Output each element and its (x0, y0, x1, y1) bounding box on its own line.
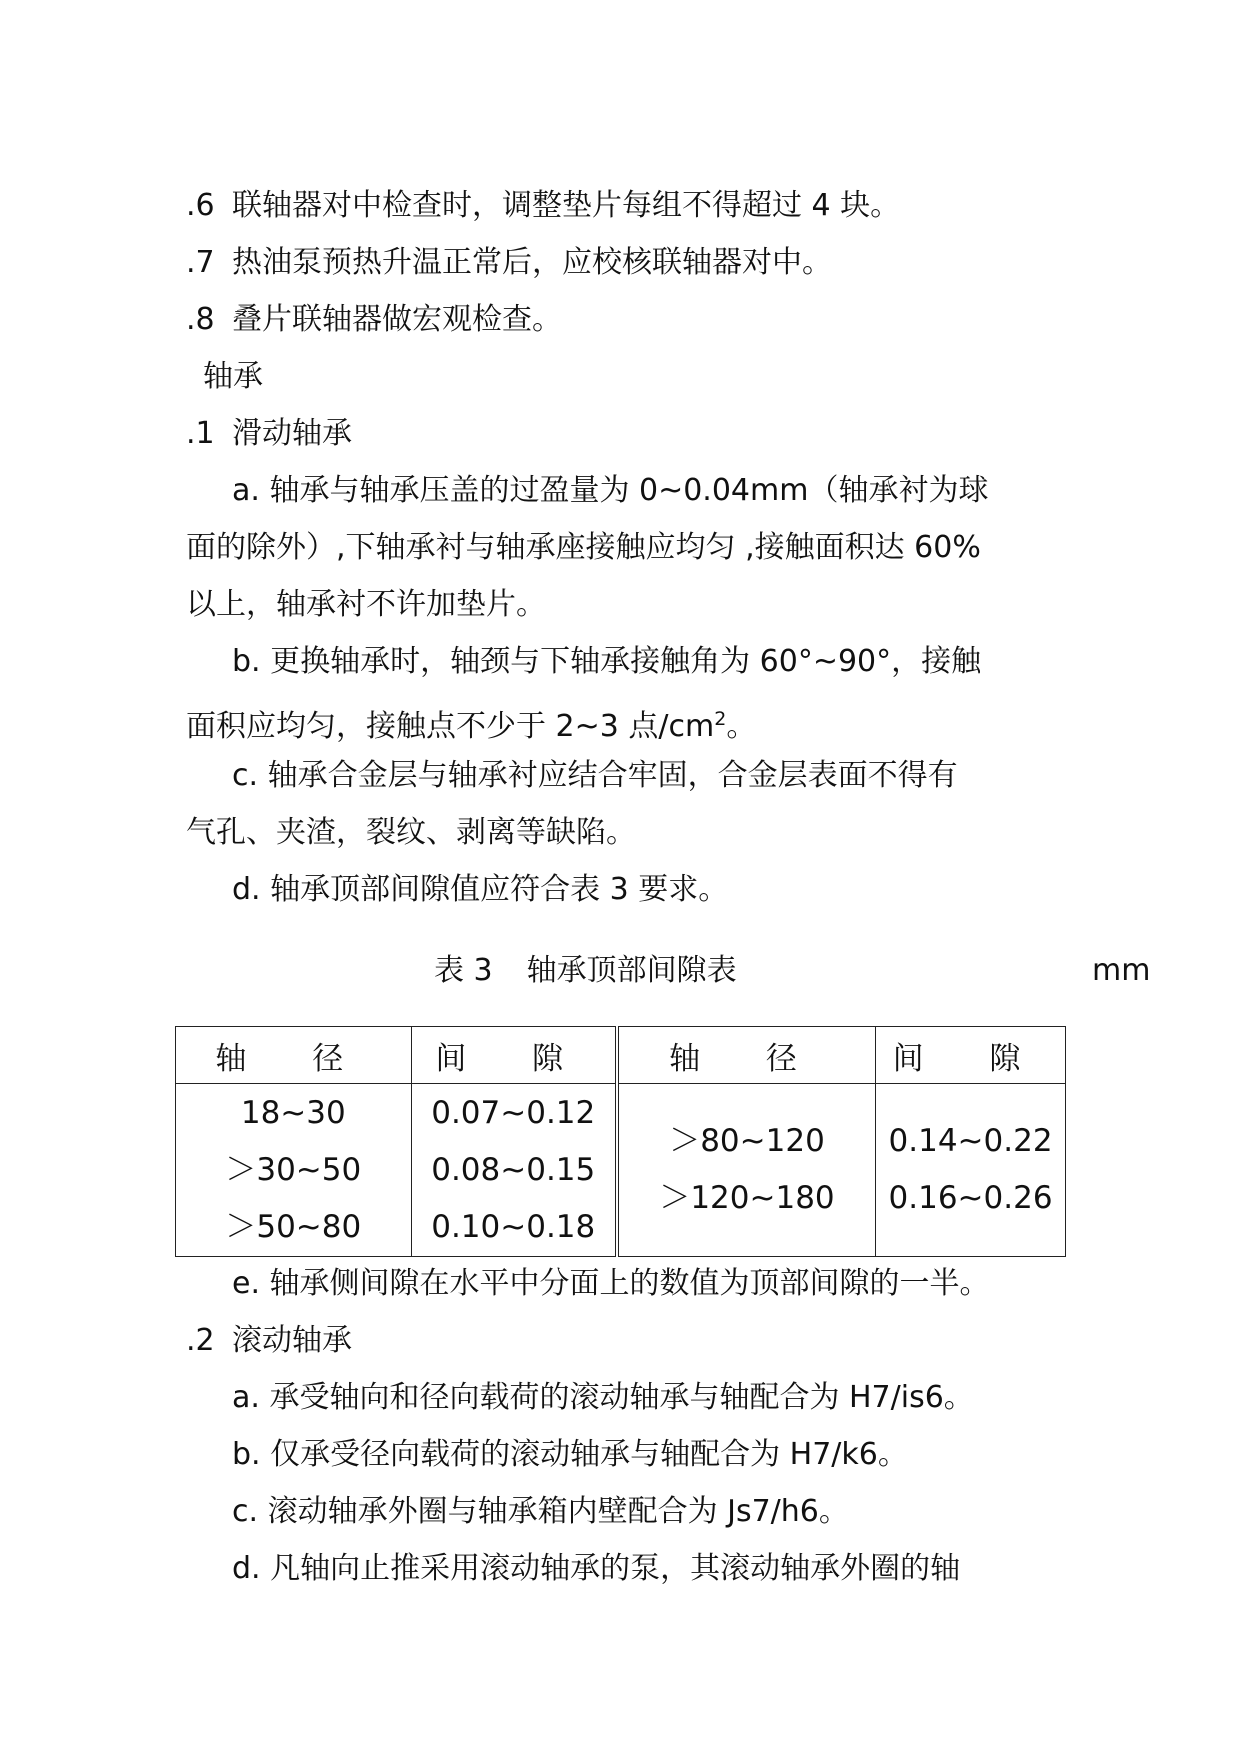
para-b-line1 (232, 642, 981, 682)
body-text: 气孔、夹渣，裂纹、剥离等缺陷。 (186, 815, 636, 850)
body-text: e. 轴承侧间隙在水平中分面上的数值为顶部间隙的一半。 (232, 1266, 990, 1301)
table-cell: ＞80~120 (669, 1123, 825, 1159)
body-text: 叠片联轴器做宏观检查。 (232, 302, 562, 337)
body-text: a. 轴承与轴承压盖的过盈量为 0~0.04mm（轴承衬为球 (232, 473, 989, 508)
rolling-para-a (232, 1378, 974, 1418)
body-text: d. 凡轴向止推采用滚动轴承的泵，其滚动轴承外圈的轴 (232, 1551, 961, 1586)
right-diameters-cell (617, 1084, 876, 1257)
item-number: .8 (186, 302, 215, 337)
body-text: 以上，轴承衬不许加垫片。 (186, 587, 546, 622)
para-e (232, 1264, 990, 1304)
rolling-para-d (232, 1549, 960, 1589)
bearing-gap-table (175, 1026, 1066, 1257)
table-cell: ＞120~180 (659, 1180, 835, 1216)
body-text: 滑动轴承 (232, 416, 352, 451)
rolling-para-c (232, 1492, 849, 1532)
body-text: d. 轴承顶部间隙值应符合表 3 要求。 (232, 872, 729, 907)
body-text: a. 承受轴向和径向载荷的滚动轴承与轴配合为 H7/is6。 (232, 1380, 974, 1415)
item-number: .2 (186, 1323, 215, 1358)
table-cell: 0.07~0.12 (431, 1094, 596, 1131)
table-header-row (176, 1027, 1066, 1084)
right-gaps-cell (876, 1084, 1066, 1257)
body-text: 轴承 (203, 359, 263, 394)
body-text: 面积应均匀，接触点不少于 2~3 点/cm (186, 709, 715, 744)
body-text: 滚动轴承 (232, 1323, 352, 1358)
table-row (176, 1084, 1066, 1257)
table-cell: 0.16~0.26 (888, 1180, 1053, 1216)
body-text: 热油泵预热升温正常后，应校核联轴器对中。 (232, 245, 832, 280)
period: 。 (726, 709, 757, 744)
para-d (232, 870, 728, 910)
item-number: .1 (186, 416, 215, 451)
para-c-line2 (186, 813, 636, 853)
table-cell: ＞30~50 (225, 1151, 362, 1188)
header-gap: 间 隙 (411, 1027, 617, 1084)
para-a-line2 (186, 528, 981, 568)
body-text: 联轴器对中检查时，调整垫片每组不得超过 4 块。 (232, 188, 901, 223)
left-gaps-cell (411, 1084, 617, 1257)
header-diameter: 轴 径 (617, 1027, 876, 1084)
table-title-text: 轴承顶部间隙表 (526, 953, 737, 988)
line-7 (186, 243, 832, 283)
table-cell: 0.14~0.22 (888, 1123, 1053, 1159)
item-number: .6 (186, 188, 215, 223)
table-cell: ＞50~80 (225, 1208, 362, 1245)
table-cell: 0.10~0.18 (431, 1208, 596, 1245)
line-6 (186, 186, 900, 226)
table-unit: mm (1092, 953, 1151, 988)
table-number: 表 3 (434, 953, 493, 988)
body-text: b. 更换轴承时，轴颈与下轴承接触角为 60°~90°，接触 (232, 644, 982, 679)
para-a-line3 (186, 585, 546, 625)
line-8 (186, 300, 562, 340)
body-text: c. 轴承合金层与轴承衬应结合牢固，合金层表面不得有 (232, 758, 958, 793)
table-cell: 0.08~0.15 (431, 1151, 596, 1188)
line-1-sliding (186, 414, 352, 454)
item-number: .7 (186, 245, 215, 280)
rolling-para-b (232, 1435, 908, 1475)
line-2-rolling (186, 1321, 352, 1361)
body-text: b. 仅承受径向载荷的滚动轴承与轴配合为 H7/k6。 (232, 1437, 908, 1472)
para-c-line1 (232, 756, 958, 796)
superscript: 2 (714, 708, 727, 730)
body-text: 面的除外）,下轴承衬与轴承座接触应均匀 ,接触面积达 60% (186, 530, 981, 565)
para-a-line1 (232, 471, 988, 511)
body-text: c. 滚动轴承外圈与轴承箱内壁配合为 Js7/h6。 (232, 1494, 849, 1529)
section-heading-bearing (203, 357, 263, 397)
table-title (434, 951, 737, 991)
header-gap: 间 隙 (876, 1027, 1066, 1084)
para-b-line2 (186, 699, 756, 747)
header-diameter: 轴 径 (176, 1027, 412, 1084)
left-diameters-cell (176, 1084, 412, 1257)
table-cell: 18~30 (240, 1094, 346, 1131)
